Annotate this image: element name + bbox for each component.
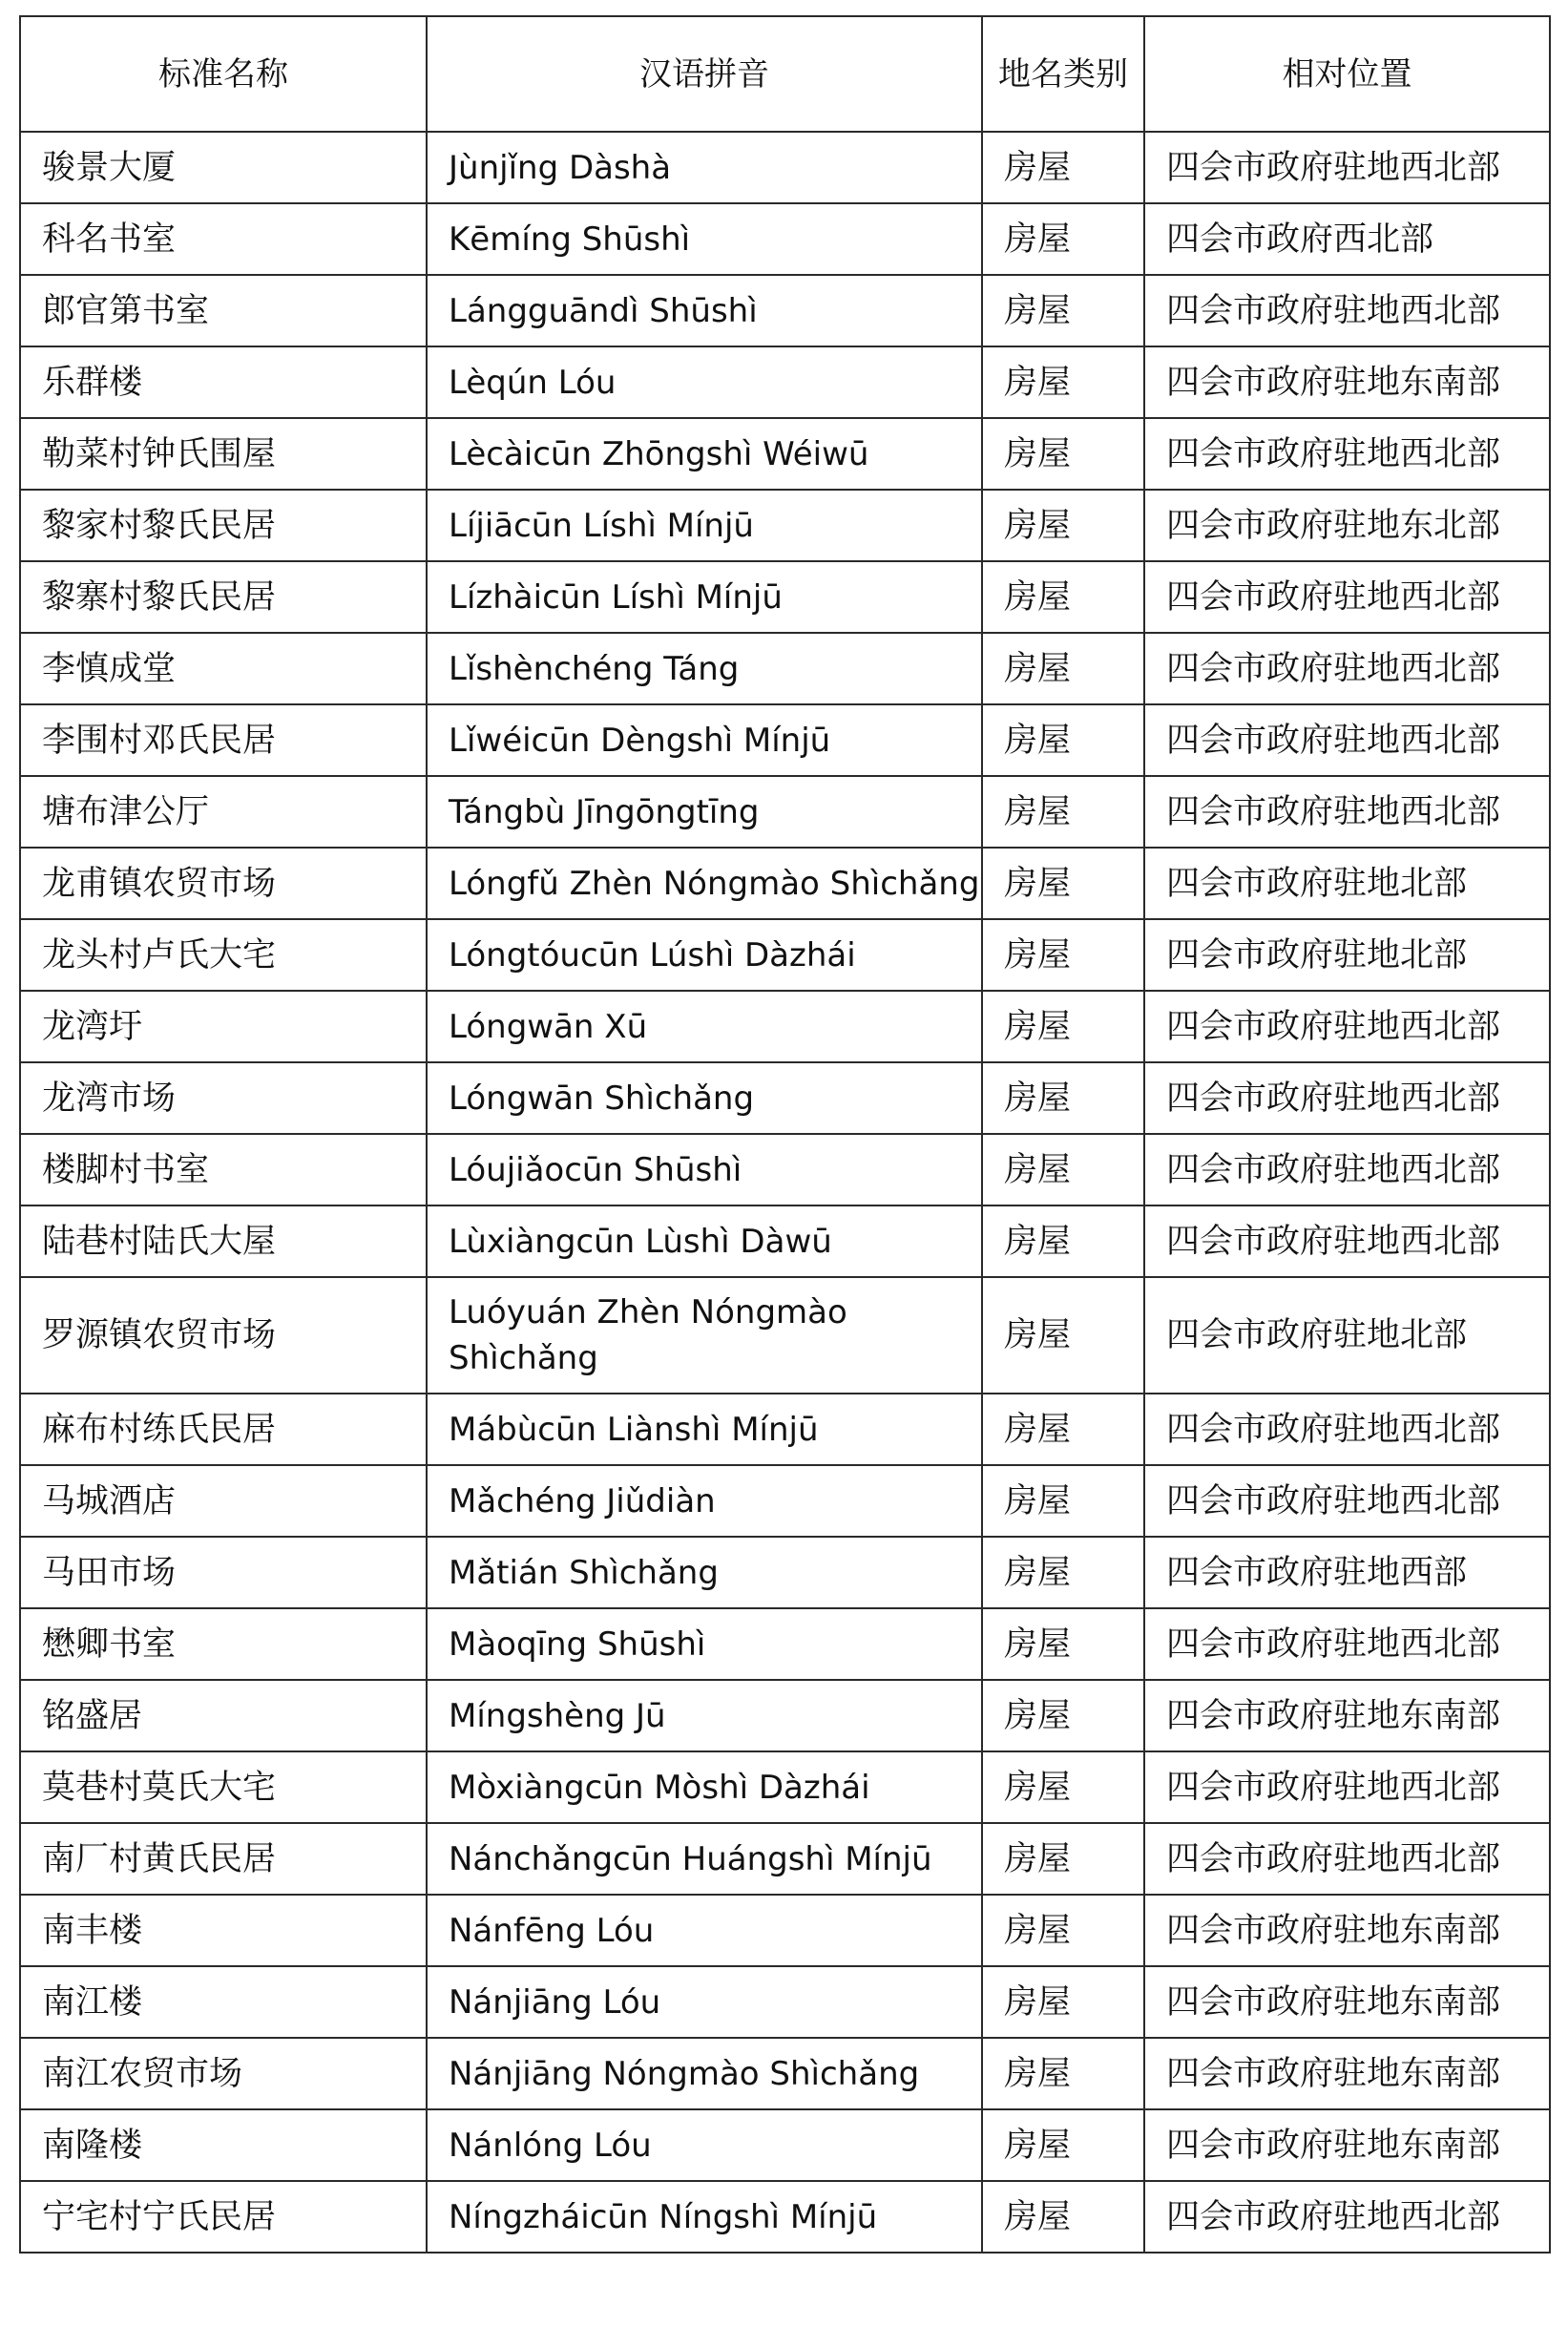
cell-category: 房屋 bbox=[982, 1895, 1144, 1966]
cell-standard-name: 黎寨村黎氏民居 bbox=[20, 561, 427, 633]
cell-relative-location: 四会市政府驻地西北部 bbox=[1144, 561, 1550, 633]
cell-relative-location: 四会市政府驻地东南部 bbox=[1144, 2038, 1550, 2109]
cell-category: 房屋 bbox=[982, 1134, 1144, 1205]
cell-relative-location: 四会市政府驻地东南部 bbox=[1144, 1895, 1550, 1966]
table-row bbox=[20, 1205, 1550, 1277]
cell-category: 房屋 bbox=[982, 633, 1144, 704]
cell-standard-name: 龙湾圩 bbox=[20, 991, 427, 1062]
table-row bbox=[20, 991, 1550, 1062]
cell-pinyin: Mǎchéng Jiǔdiàn bbox=[427, 1465, 982, 1537]
cell-category: 房屋 bbox=[982, 275, 1144, 346]
cell-standard-name: 乐群楼 bbox=[20, 346, 427, 418]
table-row bbox=[20, 1277, 1550, 1394]
table-row bbox=[20, 132, 1550, 203]
cell-pinyin: Lóngtóucūn Lúshì Dàzhái bbox=[427, 919, 982, 991]
cell-category: 房屋 bbox=[982, 1751, 1144, 1823]
cell-relative-location: 四会市政府驻地西北部 bbox=[1144, 1062, 1550, 1134]
cell-category: 房屋 bbox=[982, 2109, 1144, 2181]
cell-relative-location: 四会市政府驻地西北部 bbox=[1144, 2181, 1550, 2253]
cell-relative-location: 四会市政府驻地东南部 bbox=[1144, 346, 1550, 418]
cell-relative-location: 四会市政府驻地西北部 bbox=[1144, 704, 1550, 776]
table-row bbox=[20, 275, 1550, 346]
cell-standard-name: 南隆楼 bbox=[20, 2109, 427, 2181]
cell-relative-location: 四会市政府驻地北部 bbox=[1144, 848, 1550, 919]
cell-pinyin: Mábùcūn Liànshì Mínjū bbox=[427, 1394, 982, 1465]
cell-pinyin: Lóngfǔ Zhèn Nóngmào Shìchǎng bbox=[427, 848, 982, 919]
cell-relative-location: 四会市政府驻地西北部 bbox=[1144, 1823, 1550, 1895]
cell-standard-name: 塘布津公厅 bbox=[20, 776, 427, 848]
cell-standard-name: 龙甫镇农贸市场 bbox=[20, 848, 427, 919]
cell-category: 房屋 bbox=[982, 346, 1144, 418]
cell-standard-name: 南厂村黄氏民居 bbox=[20, 1823, 427, 1895]
cell-standard-name: 铭盛居 bbox=[20, 1680, 427, 1751]
header-category: 地名类别 bbox=[982, 16, 1144, 132]
cell-pinyin: Lècàicūn Zhōngshì Wéiwū bbox=[427, 418, 982, 490]
cell-category: 房屋 bbox=[982, 848, 1144, 919]
cell-relative-location: 四会市政府驻地北部 bbox=[1144, 919, 1550, 991]
cell-pinyin: Lóngwān Xū bbox=[427, 991, 982, 1062]
cell-standard-name: 南丰楼 bbox=[20, 1895, 427, 1966]
cell-standard-name: 龙头村卢氏大宅 bbox=[20, 919, 427, 991]
cell-category: 房屋 bbox=[982, 1394, 1144, 1465]
cell-relative-location: 四会市政府驻地北部 bbox=[1144, 1277, 1550, 1394]
cell-category: 房屋 bbox=[982, 704, 1144, 776]
cell-category: 房屋 bbox=[982, 991, 1144, 1062]
header-pinyin: 汉语拼音 bbox=[427, 16, 982, 132]
cell-category: 房屋 bbox=[982, 1465, 1144, 1537]
cell-relative-location: 四会市政府驻地东北部 bbox=[1144, 490, 1550, 561]
cell-pinyin: Lǐwéicūn Dèngshì Mínjū bbox=[427, 704, 982, 776]
cell-category: 房屋 bbox=[982, 203, 1144, 275]
cell-pinyin: Lángguāndì Shūshì bbox=[427, 275, 982, 346]
table-row bbox=[20, 1823, 1550, 1895]
table-row bbox=[20, 704, 1550, 776]
cell-relative-location: 四会市政府驻地东南部 bbox=[1144, 1966, 1550, 2038]
cell-relative-location: 四会市政府驻地东南部 bbox=[1144, 2109, 1550, 2181]
table-row bbox=[20, 1966, 1550, 2038]
cell-relative-location: 四会市政府驻地西北部 bbox=[1144, 1134, 1550, 1205]
cell-pinyin: Níngzháicūn Níngshì Mínjū bbox=[427, 2181, 982, 2253]
cell-standard-name: 龙湾市场 bbox=[20, 1062, 427, 1134]
place-name-table bbox=[19, 15, 1551, 2254]
table-row bbox=[20, 561, 1550, 633]
cell-pinyin: Lóujiǎocūn Shūshì bbox=[427, 1134, 982, 1205]
table-row bbox=[20, 848, 1550, 919]
table-row bbox=[20, 1062, 1550, 1134]
cell-standard-name: 马田市场 bbox=[20, 1537, 427, 1608]
cell-standard-name: 勒菜村钟氏围屋 bbox=[20, 418, 427, 490]
cell-standard-name: 懋卿书室 bbox=[20, 1608, 427, 1680]
cell-category: 房屋 bbox=[982, 418, 1144, 490]
cell-relative-location: 四会市政府驻地西北部 bbox=[1144, 275, 1550, 346]
table-row bbox=[20, 418, 1550, 490]
cell-standard-name: 科名书室 bbox=[20, 203, 427, 275]
cell-relative-location: 四会市政府驻地西北部 bbox=[1144, 991, 1550, 1062]
cell-category: 房屋 bbox=[982, 1277, 1144, 1394]
cell-category: 房屋 bbox=[982, 919, 1144, 991]
table-header-row bbox=[20, 16, 1550, 132]
cell-pinyin: Màoqīng Shūshì bbox=[427, 1608, 982, 1680]
table-row bbox=[20, 490, 1550, 561]
cell-relative-location: 四会市政府驻地西北部 bbox=[1144, 132, 1550, 203]
cell-pinyin: Nánfēng Lóu bbox=[427, 1895, 982, 1966]
table-row bbox=[20, 1394, 1550, 1465]
cell-relative-location: 四会市政府驻地西北部 bbox=[1144, 418, 1550, 490]
cell-category: 房屋 bbox=[982, 1823, 1144, 1895]
table-row bbox=[20, 1465, 1550, 1537]
cell-category: 房屋 bbox=[982, 776, 1144, 848]
cell-relative-location: 四会市政府驻地西北部 bbox=[1144, 1751, 1550, 1823]
table-row bbox=[20, 776, 1550, 848]
cell-relative-location: 四会市政府驻地西北部 bbox=[1144, 1465, 1550, 1537]
cell-pinyin: Tángbù Jīngōngtīng bbox=[427, 776, 982, 848]
cell-relative-location: 四会市政府驻地西北部 bbox=[1144, 1394, 1550, 1465]
cell-pinyin: Lùxiàngcūn Lùshì Dàwū bbox=[427, 1205, 982, 1277]
cell-pinyin: Nánlóng Lóu bbox=[427, 2109, 982, 2181]
table-row bbox=[20, 919, 1550, 991]
cell-pinyin: Lóngwān Shìchǎng bbox=[427, 1062, 982, 1134]
cell-standard-name: 罗源镇农贸市场 bbox=[20, 1277, 427, 1394]
cell-standard-name: 楼脚村书室 bbox=[20, 1134, 427, 1205]
cell-category: 房屋 bbox=[982, 1537, 1144, 1608]
table-row bbox=[20, 1608, 1550, 1680]
cell-standard-name: 黎家村黎氏民居 bbox=[20, 490, 427, 561]
table-row bbox=[20, 1751, 1550, 1823]
cell-pinyin: Jùnjǐng Dàshà bbox=[427, 132, 982, 203]
table-row bbox=[20, 203, 1550, 275]
table-row bbox=[20, 2181, 1550, 2253]
cell-standard-name: 南江楼 bbox=[20, 1966, 427, 2038]
cell-category: 房屋 bbox=[982, 1680, 1144, 1751]
table-row bbox=[20, 1537, 1550, 1608]
cell-pinyin: Líjiācūn Líshì Mínjū bbox=[427, 490, 982, 561]
cell-category: 房屋 bbox=[982, 1205, 1144, 1277]
cell-category: 房屋 bbox=[982, 1966, 1144, 2038]
cell-relative-location: 四会市政府驻地西北部 bbox=[1144, 1205, 1550, 1277]
table-row bbox=[20, 2038, 1550, 2109]
cell-category: 房屋 bbox=[982, 490, 1144, 561]
cell-category: 房屋 bbox=[982, 132, 1144, 203]
header-relative-location: 相对位置 bbox=[1144, 16, 1550, 132]
cell-category: 房屋 bbox=[982, 2181, 1144, 2253]
cell-standard-name: 李慎成堂 bbox=[20, 633, 427, 704]
cell-relative-location: 四会市政府驻地东南部 bbox=[1144, 1680, 1550, 1751]
cell-standard-name: 郎官第书室 bbox=[20, 275, 427, 346]
cell-pinyin: Luóyuán Zhèn Nóngmào Shìchǎng bbox=[427, 1277, 982, 1394]
cell-relative-location: 四会市政府驻地西北部 bbox=[1144, 633, 1550, 704]
cell-pinyin: Mòxiàngcūn Mòshì Dàzhái bbox=[427, 1751, 982, 1823]
cell-standard-name: 麻布村练氏民居 bbox=[20, 1394, 427, 1465]
cell-pinyin: Kēmíng Shūshì bbox=[427, 203, 982, 275]
cell-relative-location: 四会市政府驻地西北部 bbox=[1144, 1608, 1550, 1680]
cell-category: 房屋 bbox=[982, 1608, 1144, 1680]
table-row bbox=[20, 1680, 1550, 1751]
cell-pinyin: Míngshèng Jū bbox=[427, 1680, 982, 1751]
table-row bbox=[20, 633, 1550, 704]
table-row bbox=[20, 346, 1550, 418]
cell-pinyin: Nánjiāng Nóngmào Shìchǎng bbox=[427, 2038, 982, 2109]
cell-standard-name: 宁宅村宁氏民居 bbox=[20, 2181, 427, 2253]
cell-pinyin: Lízhàicūn Líshì Mínjū bbox=[427, 561, 982, 633]
cell-category: 房屋 bbox=[982, 2038, 1144, 2109]
cell-pinyin: Mǎtián Shìchǎng bbox=[427, 1537, 982, 1608]
table-row bbox=[20, 1895, 1550, 1966]
cell-standard-name: 骏景大厦 bbox=[20, 132, 427, 203]
cell-standard-name: 陆巷村陆氏大屋 bbox=[20, 1205, 427, 1277]
cell-standard-name: 南江农贸市场 bbox=[20, 2038, 427, 2109]
cell-pinyin: Nánjiāng Lóu bbox=[427, 1966, 982, 2038]
cell-category: 房屋 bbox=[982, 1062, 1144, 1134]
cell-pinyin: Lǐshènchéng Táng bbox=[427, 633, 982, 704]
cell-pinyin: Lèqún Lóu bbox=[427, 346, 982, 418]
cell-standard-name: 莫巷村莫氏大宅 bbox=[20, 1751, 427, 1823]
cell-standard-name: 李围村邓氏民居 bbox=[20, 704, 427, 776]
header-standard-name: 标准名称 bbox=[20, 16, 427, 132]
cell-standard-name: 马城酒店 bbox=[20, 1465, 427, 1537]
cell-category: 房屋 bbox=[982, 561, 1144, 633]
cell-relative-location: 四会市政府驻地西部 bbox=[1144, 1537, 1550, 1608]
table-row bbox=[20, 2109, 1550, 2181]
table-row bbox=[20, 1134, 1550, 1205]
cell-pinyin: Nánchǎngcūn Huángshì Mínjū bbox=[427, 1823, 982, 1895]
cell-relative-location: 四会市政府西北部 bbox=[1144, 203, 1550, 275]
table-body bbox=[20, 132, 1550, 2253]
cell-relative-location: 四会市政府驻地西北部 bbox=[1144, 776, 1550, 848]
